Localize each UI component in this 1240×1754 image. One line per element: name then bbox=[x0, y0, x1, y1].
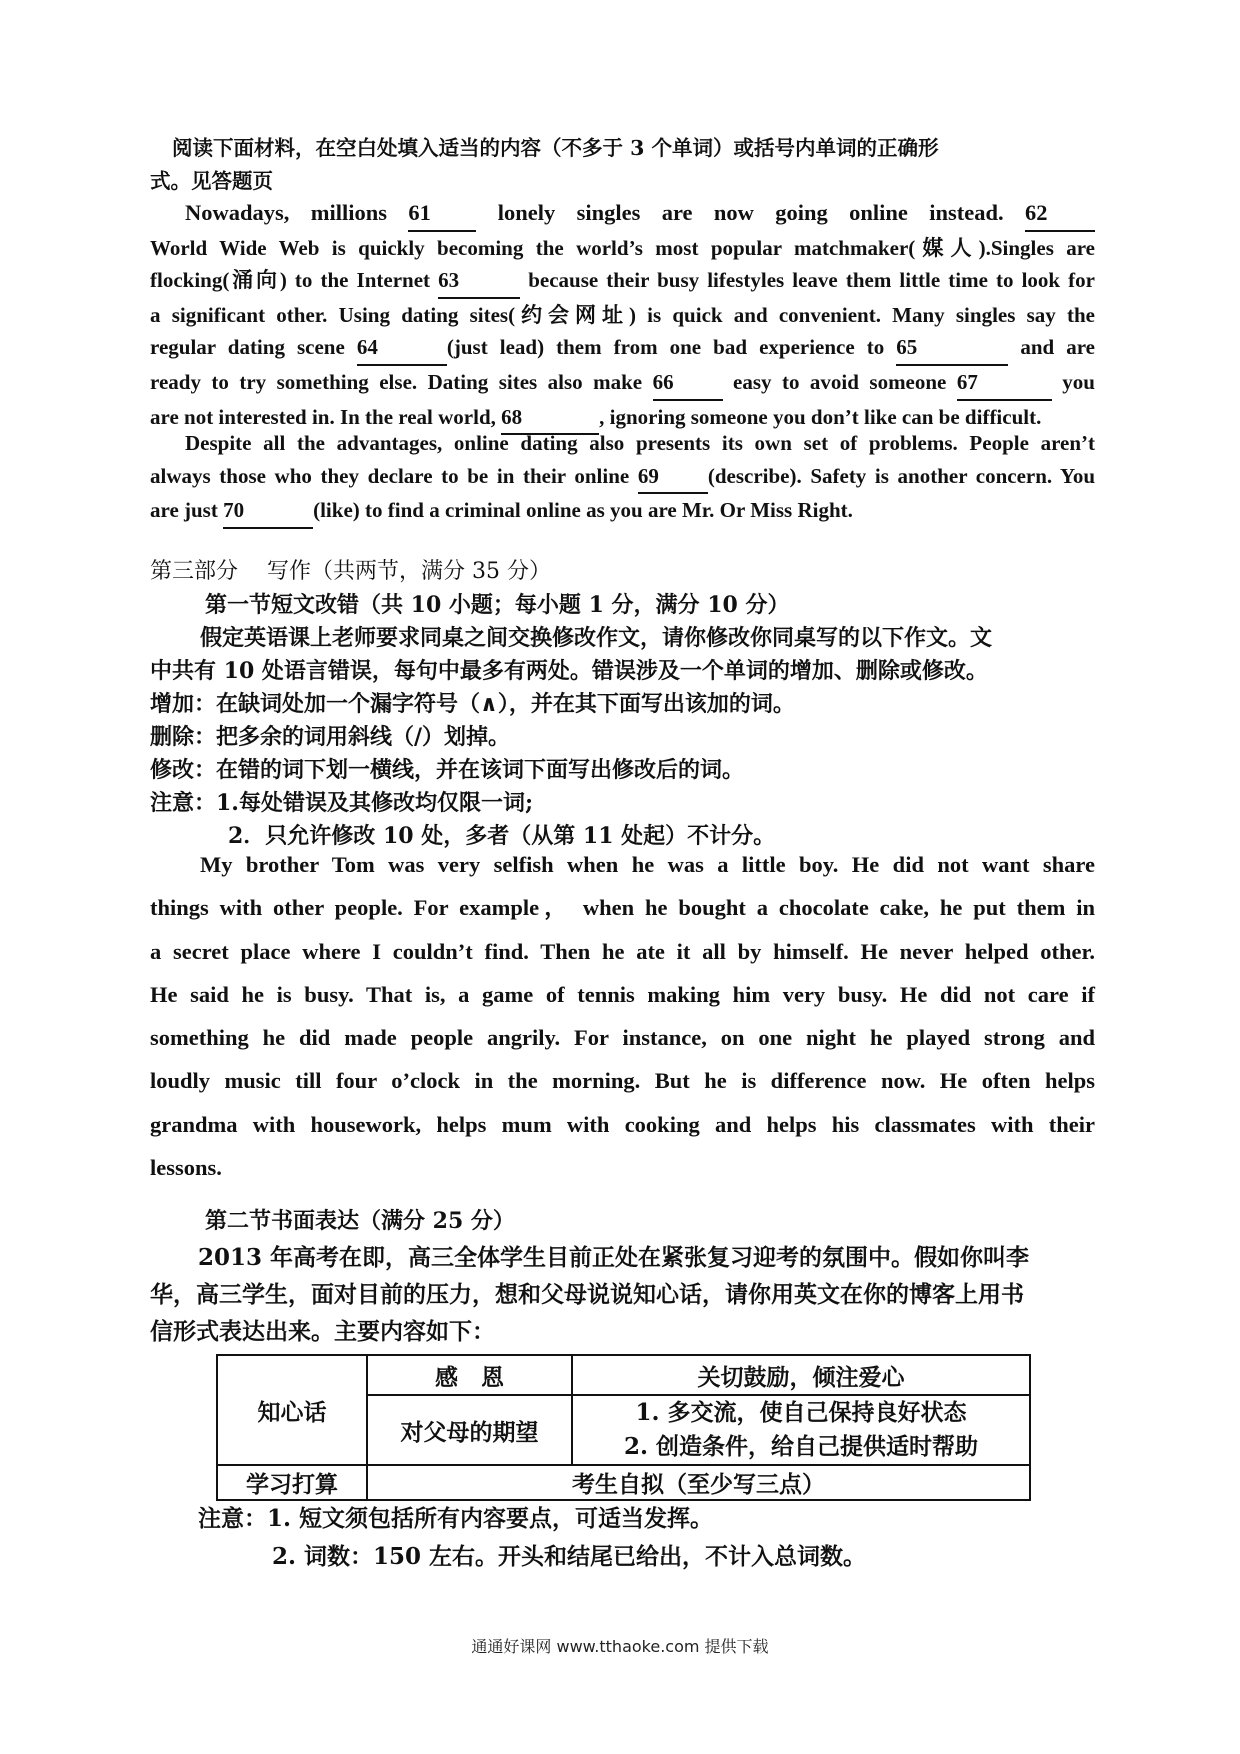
story-line: loudly music till four o’clock in the morning. But he is difference now. He often helps bbox=[150, 1068, 1095, 1094]
passage-text: because their busy lifestyles leave them little time to look for bbox=[520, 268, 1095, 293]
story-line: He said he is busy. That is, a game of tennis making him very busy. He did not care if bbox=[150, 981, 1095, 1007]
story-line: My brother Tom was very selfish when he was a little boy. He did not want share bbox=[200, 852, 1095, 877]
instruction-line: 注意：1.每处错误及其修改均仅限一词; bbox=[150, 790, 534, 816]
passage-line bbox=[150, 264, 1095, 299]
passage-text: you bbox=[1051, 369, 1095, 394]
cell-gratitude-content: 关切鼓励，倾注爱心 bbox=[572, 1355, 1030, 1395]
cell-expectation: 对父母的期望 bbox=[367, 1395, 572, 1465]
instruction-line: 假定英语课上老师要求同桌之间交换修改作文，请你修改你同桌写的以下作文。文 bbox=[200, 625, 993, 651]
content-table bbox=[216, 1354, 1031, 1501]
passage-text: lonely singles are now going online instead. bbox=[476, 200, 1025, 225]
cell-study-content: 考生自拟（至少写三点） bbox=[367, 1465, 1030, 1500]
cloze-passage-1 bbox=[150, 197, 1095, 435]
section2-prompt bbox=[150, 1239, 1095, 1350]
writing-notes bbox=[150, 1500, 1095, 1576]
passage-text: Nowadays, millions bbox=[185, 200, 409, 225]
story-line: a secret place where I couldn’t find. Then he ate it all by himself. He never helped other. bbox=[150, 938, 1095, 964]
cloze-instruction bbox=[150, 132, 1095, 198]
passage-text: flocking(涌向) to the Internet bbox=[150, 268, 439, 293]
section1-title: 第一节短文改错（共 10 小题；每小题 1 分，满分 10 分） bbox=[205, 592, 790, 618]
passage-line bbox=[150, 197, 1095, 232]
cloze-passage-2 bbox=[150, 427, 1095, 529]
prompt-line: 信形式表达出来。主要内容如下： bbox=[150, 1318, 495, 1345]
correction-story bbox=[150, 843, 1095, 1189]
note-line: 注意：1. 短文须包括所有内容要点，可适当发挥。 bbox=[198, 1505, 714, 1532]
blank-65: 65 bbox=[896, 331, 1008, 366]
instruction-line: 修改：在错的词下划一横线，并在该词下面写出修改后的词。 bbox=[150, 757, 745, 783]
instruction-line: 增加：在缺词处加一个漏字符号（∧），并在其下面写出该加的词。 bbox=[150, 691, 795, 717]
passage-line bbox=[150, 460, 1095, 495]
prompt-line: 华，高三学生，面对目前的压力，想和父母说说知心话，请你用英文在你的博客上用书 bbox=[150, 1281, 1024, 1308]
story-line: something he did made people angrily. For instance, on one night he played strong and bbox=[150, 1025, 1095, 1051]
instruction-line: 2．只允许修改 10 处，多者（从第 11 处起）不计分。 bbox=[228, 823, 776, 849]
instruction-line-2: 式。见答题页 bbox=[150, 169, 273, 193]
passage-line bbox=[150, 494, 1095, 529]
passage-line bbox=[150, 331, 1095, 366]
prompt-line: 2013 年高考在即，高三全体学生目前正处在紧张复习迎考的氛围中。假如你叫李 bbox=[198, 1244, 1030, 1271]
passage-line: Despite all the advantages, online dating also presents its own set of problems. People aren’t bbox=[185, 431, 1095, 455]
story-line: grandma with housework, helps mum with cooking and helps his classmates with their bbox=[150, 1111, 1095, 1137]
passage-text: are not interested in. In the real world, bbox=[150, 404, 502, 429]
instruction-line: 删除：把多余的词用斜线（/）划掉。 bbox=[150, 724, 511, 750]
story-line: things with other people. For example， when he bought a chocolate cake, he put them in bbox=[150, 895, 1095, 921]
blank-63: 63 bbox=[438, 264, 520, 299]
passage-text: regular dating scene bbox=[150, 335, 357, 360]
blank-66: 66 bbox=[653, 366, 723, 401]
instruction-line-1: 阅读下面材料，在空白处填入适当的内容（不多于 3 个单词）或括号内单词的正确形 bbox=[172, 136, 939, 160]
blank-67: 67 bbox=[957, 366, 1052, 401]
row-header-heart-talk: 知心话 bbox=[217, 1355, 367, 1465]
passage-line: World Wide Web is quickly becoming the world’s most popular matchmaker(媒人).Singles are bbox=[150, 235, 1095, 260]
passage-text: (like) to find a criminal online as you are Mr. Or Miss Right. bbox=[313, 498, 853, 523]
cell-expectation-content bbox=[572, 1395, 1030, 1465]
cell-study-plan: 学习打算 bbox=[217, 1465, 367, 1500]
blank-69: 69 bbox=[638, 460, 708, 495]
blank-61: 61 bbox=[408, 197, 476, 232]
cell-gratitude: 感 恩 bbox=[367, 1355, 572, 1395]
passage-text: always those who they declare to be in their online bbox=[150, 463, 638, 488]
passage-text: , ignoring someone you don’t like can be difficult. bbox=[599, 404, 1042, 429]
blank-68: 68 bbox=[501, 401, 599, 436]
part3-title: 第三部分 写作（共两节，满分 35 分） bbox=[150, 559, 551, 584]
blank-62: 62 bbox=[1025, 197, 1095, 232]
section2-title: 第二节书面表达（满分 25 分） bbox=[205, 1208, 515, 1234]
passage-text: (describe). Safety is another concern. You bbox=[707, 463, 1096, 488]
passage-text: ready to try something else. Dating sites also make bbox=[150, 369, 653, 394]
section1-instructions bbox=[150, 622, 1095, 853]
blank-70: 70 bbox=[223, 494, 313, 529]
passage-text: easy to avoid someone bbox=[722, 369, 957, 394]
passage-text: are just bbox=[150, 498, 224, 523]
note-line: 2. 词数：150 左右。开头和结尾已给出，不计入总词数。 bbox=[272, 1543, 867, 1570]
passage-line: a significant other. Using dating sites(约会网址) is quick and convenient. Many singles say the bbox=[150, 302, 1095, 327]
instruction-line: 中共有 10 处语言错误，每句中最多有两处。错误涉及一个单词的增加、删除或修改。 bbox=[150, 658, 988, 684]
passage-text: and are bbox=[1008, 335, 1095, 360]
story-line: lessons. bbox=[150, 1155, 222, 1181]
expectation-item-2: 2. 创造条件，给自己提供适时帮助 bbox=[623, 1433, 979, 1460]
page-footer: 通通好课网 www.tthaoke.com 提供下载 bbox=[471, 1637, 769, 1656]
blank-64: 64 bbox=[357, 331, 447, 366]
expectation-item-1: 1. 多交流，使自己保持良好状态 bbox=[635, 1399, 967, 1426]
passage-line bbox=[150, 366, 1095, 401]
passage-text: (just lead) them from one bad experience to bbox=[446, 335, 897, 360]
